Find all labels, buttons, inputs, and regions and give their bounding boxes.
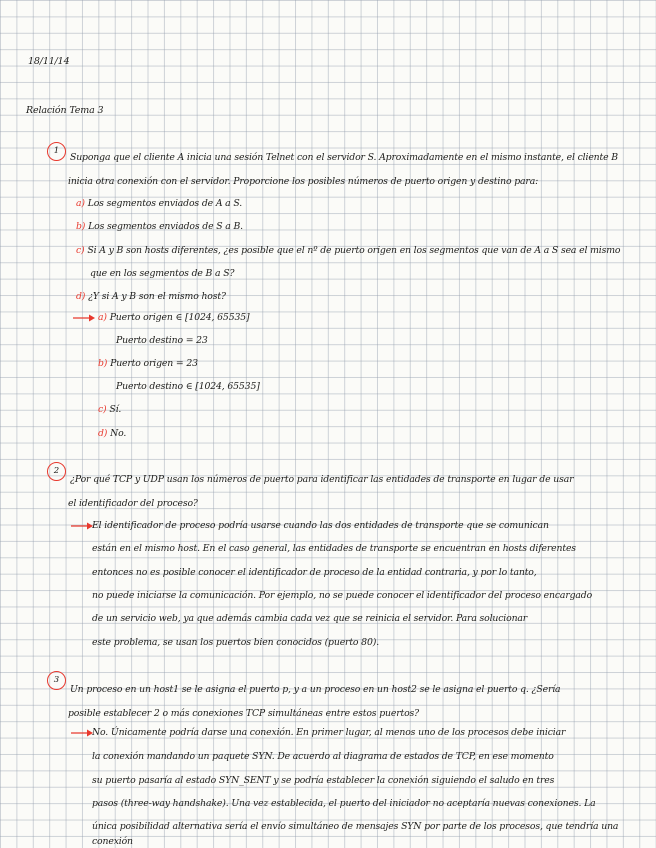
- q3-answer-line6: conexión: [92, 836, 133, 847]
- q1-item-c-text1: Si A y B son hosts diferentes, ¿es posible que el nº de puerto origen en los segmentos que van de A a S sea el mismo: [87, 245, 621, 256]
- q1-answer-a-line2: Puerto destino = 23: [116, 335, 208, 346]
- q2-answer-line3: entonces no es posible conocer el identificador de proceso de la entidad contraria, y por lo tanto,: [92, 567, 537, 578]
- q1-item-a: [76, 198, 242, 210]
- q1-text-line2: inicia otra conexión con el servidor. Proporcione los posibles números de puerto origen y destino para:: [68, 176, 539, 187]
- q1-item-c-label: c): [76, 245, 85, 256]
- q2-answer-line6: este problema, se usan los puertos bien conocidos (puerto 80).: [92, 637, 379, 648]
- q1-answer-a-line1: Puerto origen ∈ [1024, 65535]: [109, 312, 250, 323]
- arrow-right-icon: [70, 520, 94, 532]
- q1-item-d: [76, 291, 226, 303]
- q1-answer-c-label: c): [98, 404, 107, 415]
- q3-answer-line3: su puerto pasaría al estado SYN_SENT y se podría establecer la conexión siguiendo el saludo en tres: [92, 775, 555, 786]
- q3-text-line2: posible establecer 2 o más conexiones TCP simultáneas entre estos puertos?: [68, 708, 420, 719]
- q1-answer-a: [98, 312, 249, 324]
- q3-answer-line2: la conexión mandando un paquete SYN. De acuerdo al diagrama de estados de TCP, en ese momento: [92, 751, 554, 762]
- question-number-2: 2: [47, 462, 66, 481]
- q2-text-line2: el identificador del proceso?: [68, 498, 198, 509]
- date: 18/11/14: [28, 56, 70, 67]
- page-title: Relación Tema 3: [26, 105, 104, 116]
- q1-answer-d-label: d): [98, 428, 108, 439]
- q2-answer-line4: no puede iniciarse la comunicación. Por ejemplo, no se puede conocer el identificador del proceso encargado: [92, 590, 593, 601]
- q1-item-d-text: ¿Y si A y B son el mismo host?: [88, 291, 226, 302]
- q1-answer-b-line2: Puerto destino ∈ [1024, 65535]: [116, 381, 260, 392]
- q1-item-a-text: Los segmentos enviados de A a S.: [87, 198, 243, 209]
- q1-answer-c: [98, 404, 121, 416]
- q1-text-line1: Suponga que el cliente A inicia una sesión Telnet con el servidor S. Aproximadamente en el mismo instante, el cliente B: [70, 152, 618, 163]
- q1-answer-b-label: b): [98, 358, 108, 369]
- q1-answer-d: [98, 428, 126, 440]
- q1-item-b: [76, 221, 243, 233]
- arrow-right-icon: [72, 312, 96, 324]
- q1-item-d-label: d): [76, 291, 86, 302]
- q1-answer-c-text: Sí.: [109, 404, 122, 415]
- q3-answer-line5: única posibilidad alternativa sería el envío simultáneo de mensajes SYN por parte de los procesos, que tendría una: [92, 821, 619, 832]
- q1-answer-d-text: No.: [110, 428, 127, 439]
- q3-answer-line4: pasos (three-way handshake). Una vez establecida, el puerto del iniciador no aceptaría nuevas conexiones. La: [92, 798, 596, 809]
- q2-answer-line5: de un servicio web, ya que además cambia cada vez que se reinicia el servidor. Para solucionar: [92, 613, 528, 624]
- q1-item-c: [76, 245, 620, 257]
- q1-answer-b-line1: Puerto origen = 23: [110, 358, 198, 369]
- q2-answer-line1: El identificador de proceso podría usarse cuando las dos entidades de transporte que se comunican: [92, 520, 549, 531]
- q3-text-line1: Un proceso en un host1 se le asigna el puerto p, y a un proceso en un host2 se le asigna el puerto q. ¿Sería: [70, 684, 561, 695]
- q2-answer-line2: están en el mismo host. En el caso general, las entidades de transporte se encuentran en hosts diferentes: [92, 543, 576, 554]
- q1-answer-a-label: a): [98, 312, 107, 323]
- q3-answer-line1: No. Únicamente podría darse una conexión. En primer lugar, al menos uno de los procesos debe iniciar: [92, 727, 566, 738]
- q1-item-a-label: a): [76, 198, 85, 209]
- q1-item-b-text: Los segmentos enviados de S a B.: [88, 221, 243, 232]
- q1-answer-b: [98, 358, 198, 370]
- question-number-3: 3: [47, 671, 66, 690]
- question-number-1: 1: [47, 142, 66, 161]
- q1-item-c-text2: que en los segmentos de B a S?: [90, 268, 235, 279]
- q1-item-b-label: b): [76, 221, 86, 232]
- q2-text-line1: ¿Por qué TCP y UDP usan los números de puerto para identificar las entidades de transporte en lugar de usar: [70, 474, 574, 485]
- arrow-right-icon: [70, 727, 94, 739]
